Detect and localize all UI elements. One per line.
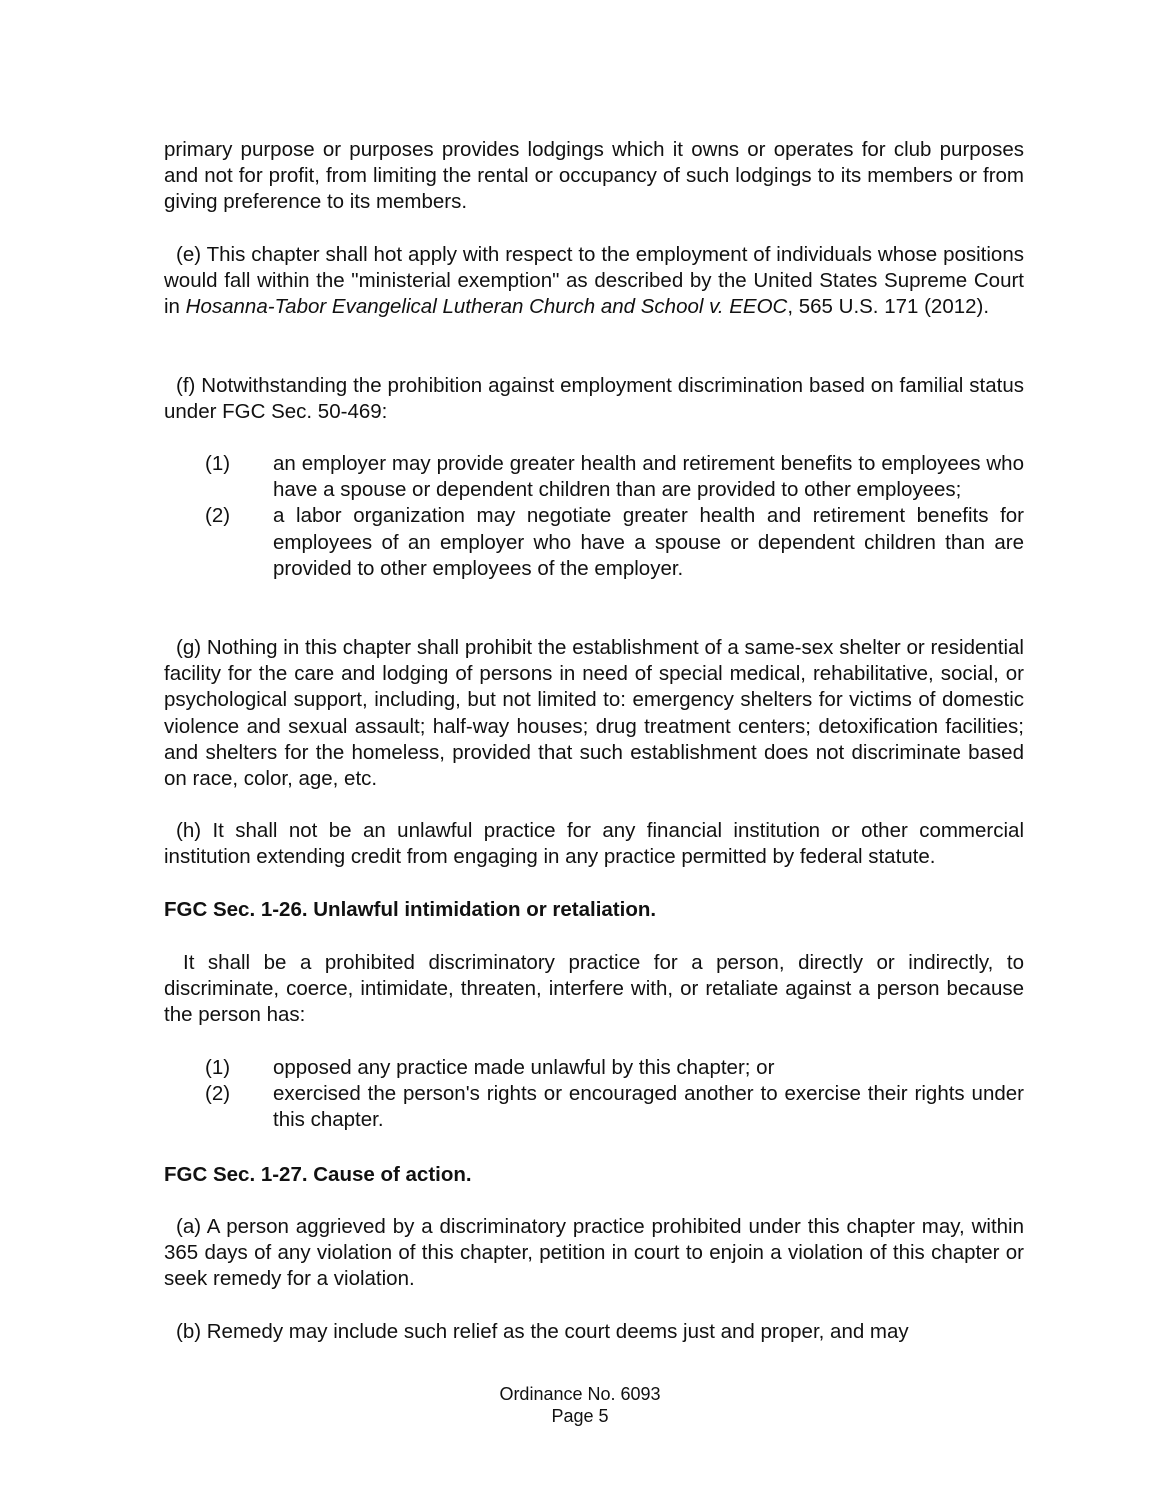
section-heading-1-27: FGC Sec. 1-27. Cause of action. [164, 1163, 472, 1186]
list-item [0, 1081, 1160, 1133]
list-item-number: (1) [205, 1056, 231, 1079]
page-number: Page 5 [551, 1406, 609, 1426]
list-item [0, 451, 1160, 503]
paragraph-h: (h) It shall not be an unlawful practice for any financial institution or other commercial institution extending credit from engaging in any practice permitted by federal statute. [164, 819, 1024, 869]
paragraph-e-citation: , 565 U.S. 171 (2012). [787, 295, 990, 319]
paragraph-g: (g) Nothing in this chapter shall prohibit the establishment of a same-sex shelter or residential facility for the care and lodging of persons in need of special medical, rehabilitative, social, or psychological support, including, but not limited to: emergency shelters for victims of domestic violence and sexual assault; half-way houses; drug treatment centers; detoxification facilities; and shelters for the homeless, provided that such establishment does not discriminate based on race, color, age, etc. [164, 636, 1024, 791]
list-item-number: (2) [205, 1082, 231, 1106]
paragraph-1-27-b: (b) Remedy may include such relief as the court deems just and proper, and may [176, 1320, 909, 1343]
list-item-text: an employer may provide greater health and retirement benefits to employees who have a spouse or dependent children than are provided to other employees; [273, 452, 1024, 502]
ordinance-number: Ordinance No. 6093 [499, 1384, 661, 1404]
list-item [0, 1055, 1160, 1081]
paragraph-e [164, 242, 1024, 321]
list-item-text: opposed any practice made unlawful by this chapter; or [273, 1056, 775, 1079]
list-familial-status [0, 451, 1160, 582]
page-footer [0, 1383, 1160, 1427]
list-item [0, 503, 1160, 582]
case-name: Hosanna-Tabor Evangelical Lutheran Church and School v. EEOC [185, 295, 788, 319]
list-item-text: exercised the person's rights or encouraged another to exercise their rights under this chapter. [273, 1082, 1024, 1132]
list-item-number: (2) [205, 504, 231, 528]
paragraph-1-27-a: (a) A person aggrieved by a discriminatory practice prohibited under this chapter may, within 365 days of any violation of this chapter, petition in court to enjoin a violation of this chapter or seek remedy for a violation. [164, 1215, 1024, 1291]
paragraph-f: (f) Notwithstanding the prohibition against employment discrimination based on familial status under FGC Sec. 50-469: [164, 374, 1024, 424]
list-item-number: (1) [205, 452, 231, 475]
paragraph-1-26: It shall be a prohibited discriminatory practice for a person, directly or indirectly, to discriminate, coerce, intimidate, threaten, interfere with, or retaliate against a person because the person has: [164, 951, 1024, 1027]
paragraph-club-lodgings: primary purpose or purposes provides lodgings which it owns or operates for club purposes and not for profit, from limiting the rental or occupancy of such lodgings to its members or from giving preference to its members. [164, 138, 1024, 214]
list-retaliation [0, 1055, 1160, 1134]
section-heading-1-26: FGC Sec. 1-26. Unlawful intimidation or retaliation. [164, 898, 657, 921]
list-item-text: a labor organization may negotiate greater health and retirement benefits for employees of an employer who have a spouse or dependent children than are provided to other employees of the employer. [273, 504, 1024, 580]
paragraph-e-text: (e) This chapter shall hot apply with respect to the employment of individuals whose positions would fall within the "ministerial exemption" as described by the United States Supreme Court in [164, 243, 1024, 319]
